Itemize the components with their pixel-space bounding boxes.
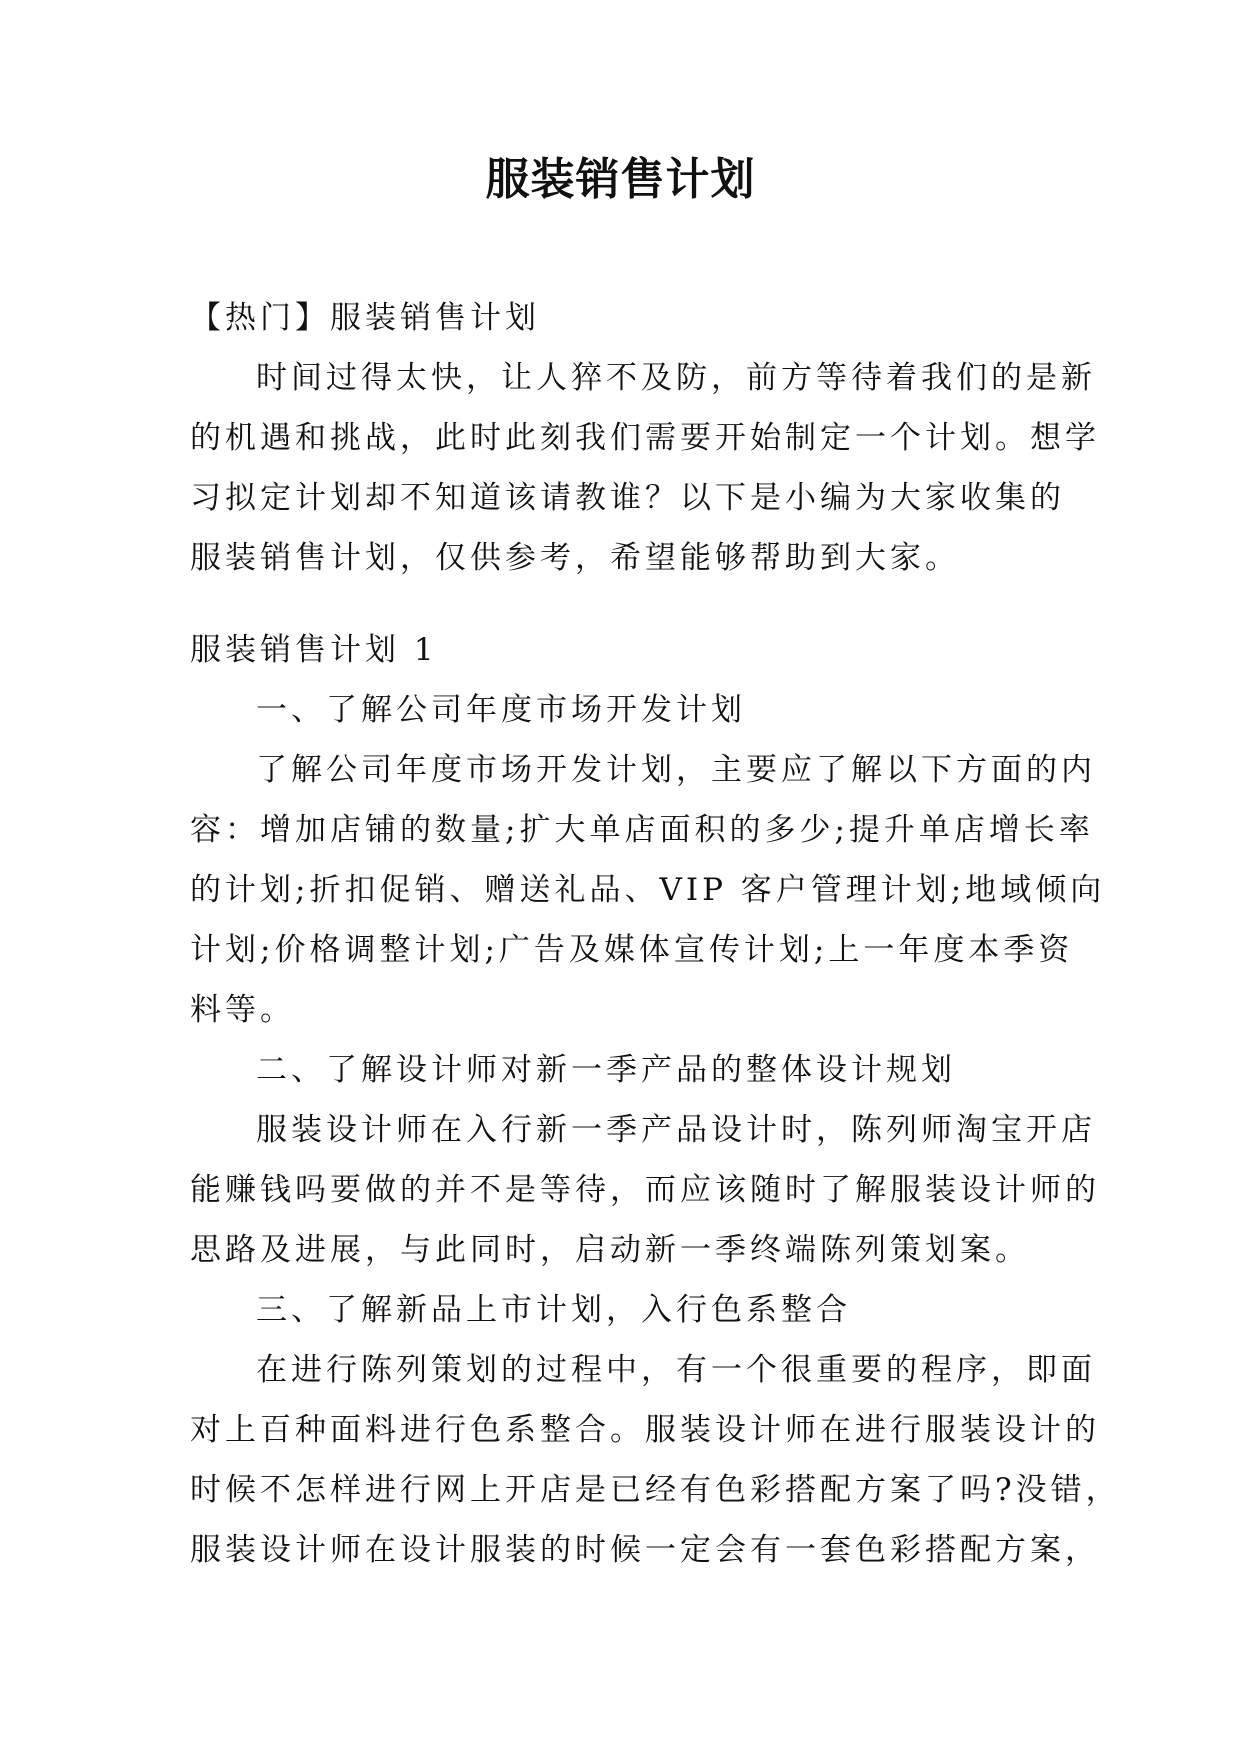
paragraph-3-line: 在进行陈列策划的过程中，有一个很重要的程序，即面: [256, 1352, 1096, 1388]
intro-line: 服装销售计划，仅供参考，希望能够帮助到大家。: [190, 540, 960, 576]
document-body: [190, 288, 1121, 1580]
heading-3: 三、了解新品上市计划，入行色系整合: [256, 1292, 851, 1328]
paragraph-2-line: 服装设计师在入行新一季产品设计时，陈列师淘宝开店: [256, 1112, 1096, 1148]
heading-2: 二、了解设计师对新一季产品的整体设计规划: [256, 1052, 956, 1088]
heading-1: 一、了解公司年度市场开发计划: [256, 692, 746, 728]
paragraph-2-line: 思路及进展，与此同时，启动新一季终端陈列策划案。: [190, 1232, 1030, 1268]
paragraph-3-line: 时候不怎样进行网上开店是已经有色彩搭配方案了吗?没错，: [190, 1472, 1121, 1508]
paragraph-3-line: 对上百种面料进行色系整合。服装设计师在进行服装设计的: [190, 1412, 1100, 1448]
paragraph-2-line: 能赚钱吗要做的并不是等待，而应该随时了解服装设计师的: [190, 1172, 1100, 1208]
intro-line: 的机遇和挑战，此时此刻我们需要开始制定一个计划。想学: [190, 420, 1100, 456]
paragraph-1-line: 料等。: [190, 992, 295, 1028]
paragraph-gap: [190, 588, 1052, 620]
paragraph-1-line: 的计划;折扣促销、赠送礼品、VIP 客户管理计划;地域倾向: [190, 872, 1106, 908]
paragraph-1-line: 计划;价格调整计划;广告及媒体宣传计划;上一年度本季资: [190, 932, 1074, 968]
paragraph-1-line: 容：增加店铺的数量;扩大单店面积的多少;提升单店增长率: [190, 812, 1094, 848]
paragraph-3-line: 服装设计师在设计服装的时候一定会有一套色彩搭配方案，: [190, 1532, 1100, 1568]
intro-line: 时间过得太快，让人猝不及防，前方等待着我们的是新: [256, 360, 1096, 396]
intro-line: 习拟定计划却不知道该请教谁？以下是小编为大家收集的: [190, 480, 1065, 516]
hot-label: 【热门】服装销售计划: [190, 300, 540, 336]
paragraph-1-line: 了解公司年度市场开发计划，主要应了解以下方面的内: [256, 752, 1096, 788]
document-title: 服装销售计划: [485, 154, 756, 205]
section-title: 服装销售计划 1: [190, 632, 438, 668]
